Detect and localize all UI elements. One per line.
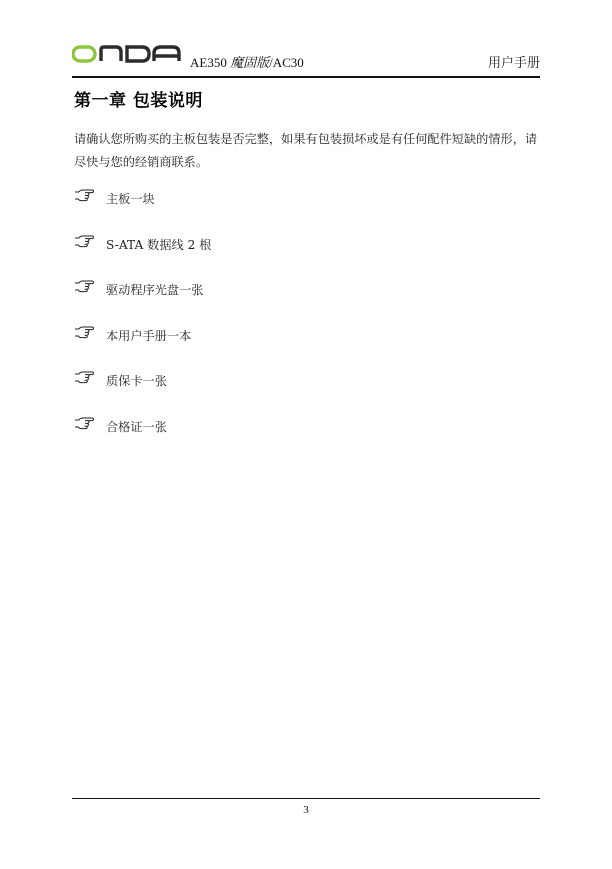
list-item-text: 驱动程序光盘一张 bbox=[106, 283, 204, 297]
page-header bbox=[72, 40, 540, 78]
list-item-text: 质保卡一张 bbox=[106, 374, 167, 388]
pointing-hand-icon bbox=[74, 279, 94, 293]
pointing-hand-icon bbox=[74, 234, 94, 248]
footer-divider bbox=[72, 798, 540, 799]
model-name: AE350 魔固版/AC30 bbox=[190, 55, 304, 70]
list-item-text: 合格证一张 bbox=[106, 419, 167, 434]
list-item-text: 本用户手册一本 bbox=[106, 328, 192, 343]
onda-logo bbox=[72, 44, 182, 64]
pointing-hand-icon bbox=[74, 370, 94, 384]
pointing-hand-icon bbox=[74, 188, 94, 202]
chapter-title: 第一章 包装说明 bbox=[74, 91, 203, 111]
pointing-hand-icon bbox=[74, 416, 94, 430]
pointing-hand-icon bbox=[74, 325, 94, 339]
page-number: 3 bbox=[303, 804, 309, 816]
header-divider bbox=[72, 76, 540, 78]
manual-label: 用户手册 bbox=[487, 56, 540, 71]
list-item-text: 主板一块 bbox=[106, 192, 155, 206]
intro-paragraph: 请确认您所购买的主板包装是否完整，如果有包装损坏或是有任何配件短缺的情形，请尽快与您的经销商联系。 bbox=[74, 132, 538, 169]
list-item-text: S-ATA 数据线 2 根 bbox=[106, 237, 212, 252]
